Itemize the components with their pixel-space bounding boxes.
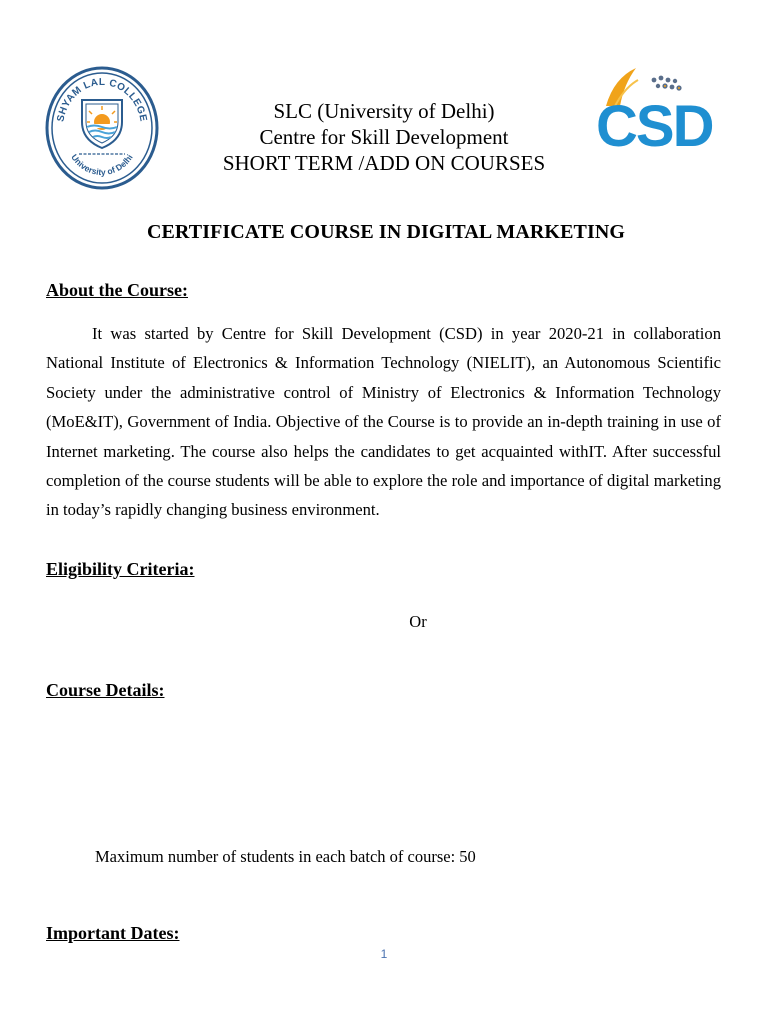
svg-text:University of Delhi: University of Delhi bbox=[69, 152, 135, 178]
svg-text:SHYAM LAL COLLEGE: SHYAM LAL COLLEGE bbox=[55, 76, 149, 123]
header-line-1: SLC (University of Delhi) bbox=[273, 99, 495, 123]
svg-text:CSD: CSD bbox=[596, 94, 713, 152]
header-line-3: SHORT TERM /ADD ON COURSES bbox=[222, 151, 546, 175]
course-details-heading: Course Details: bbox=[46, 680, 165, 700]
important-dates-heading: Important Dates: bbox=[46, 923, 180, 943]
page-number: 1 bbox=[380, 947, 388, 961]
header-line-2: Centre for Skill Development bbox=[259, 125, 509, 149]
institution-header bbox=[0, 98, 768, 176]
course-title: CERTIFICATE COURSE IN DIGITAL MARKETING bbox=[146, 221, 626, 243]
or-text: Or bbox=[409, 612, 427, 631]
about-heading: About the Course: bbox=[46, 280, 188, 300]
about-paragraph: It was started by Centre for Skill Development (CSD) in year 2020-21 in collaboration National Institute of Electronics & Information Technology (NIELIT), an Autonomous Scientific Society under the administrative control of Ministry of Electronics & Information Technology (MoE&IT), Government of India. Objective of the Course is to provide an in-depth training in use of Internet marketing. The course also helps the candidates to get acquainted withIT. After successful completion of the course students will be able to explore the role and importance of digital marketing in today’s rapidly changing business environment. bbox=[46, 324, 721, 520]
eligibility-heading: Eligibility Criteria: bbox=[46, 559, 195, 579]
max-students-text: Maximum number of students in each batch of course: 50 bbox=[95, 847, 476, 866]
